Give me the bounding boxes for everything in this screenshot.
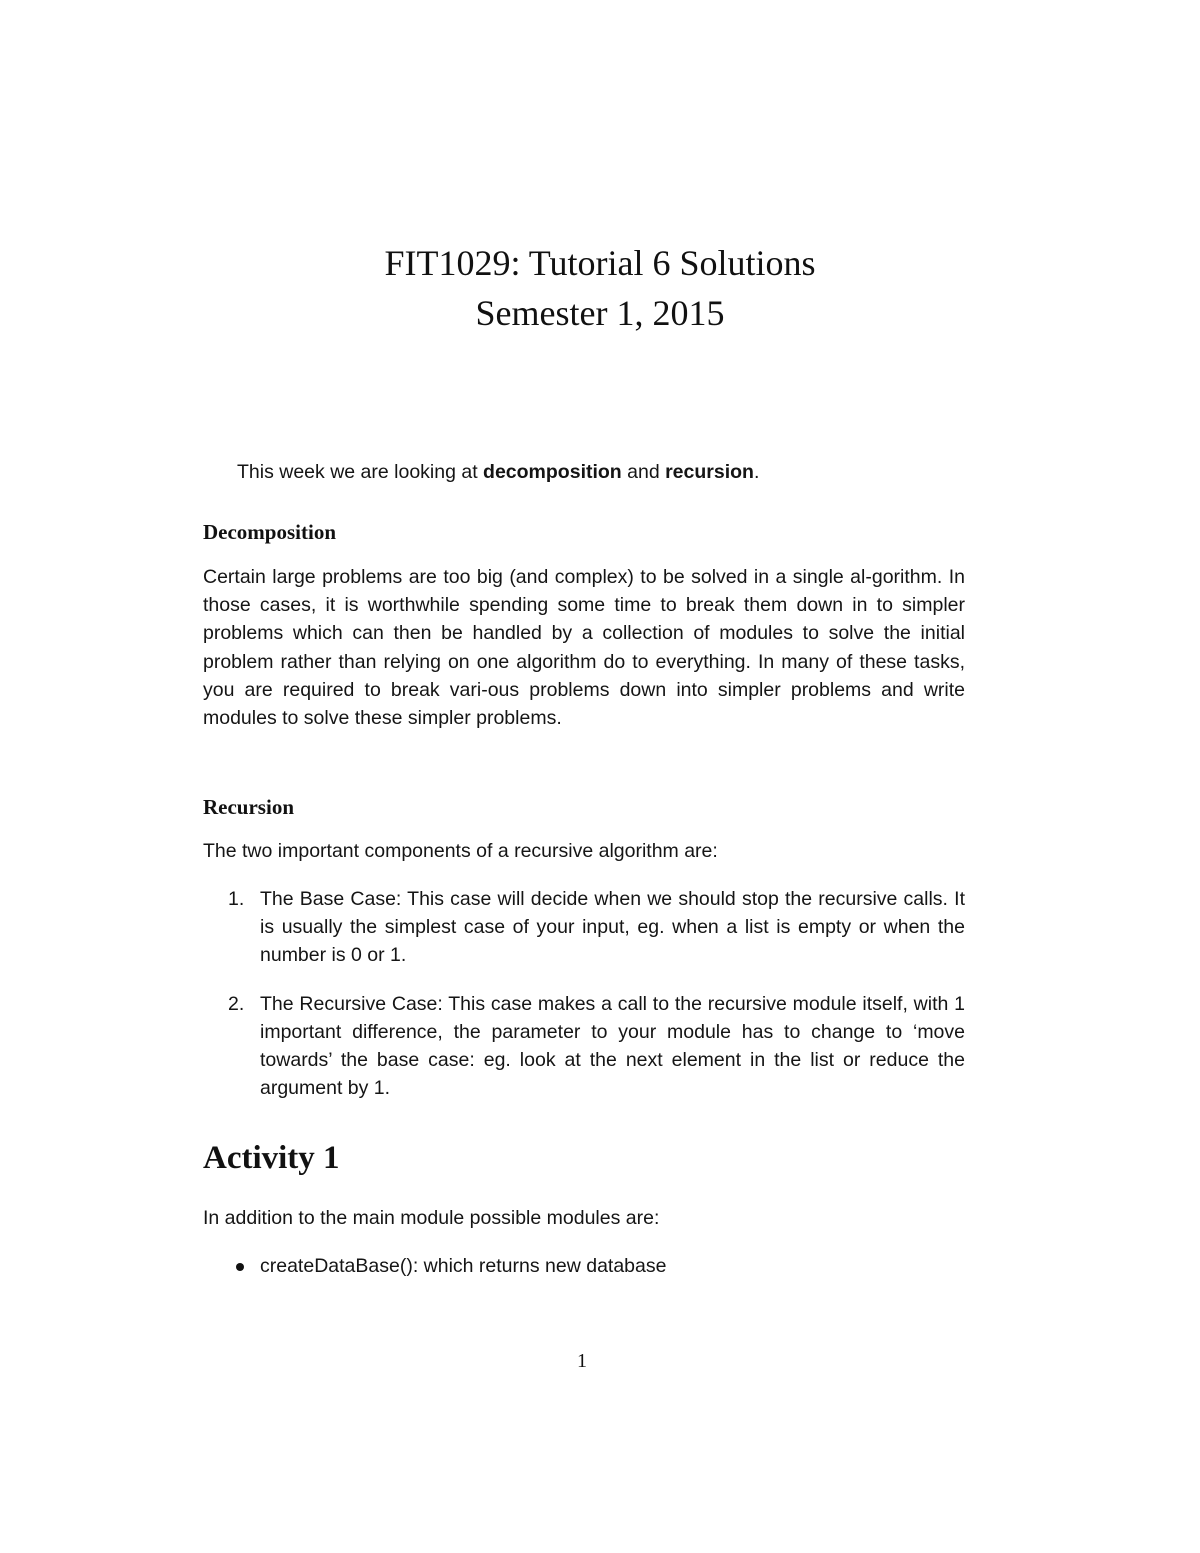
document-title bbox=[0, 238, 1200, 338]
list-item-text: The Base Case: This case will decide when we should stop the recursive calls. It is usually the simplest case of your input, eg. when a list is empty or when the number is 0 or 1. bbox=[260, 888, 965, 967]
intro-paragraph bbox=[237, 458, 937, 486]
list-item-text: createDataBase(): which returns new database bbox=[260, 1255, 667, 1277]
list-item-base-case bbox=[203, 885, 965, 970]
list-marker: 1. bbox=[228, 888, 245, 910]
recursion-components-list bbox=[203, 885, 965, 1122]
intro-text-start: This week we are looking at bbox=[237, 461, 484, 483]
decomposition-paragraph: Certain large problems are too big (and complex) to be solved in a single al-gorithm. In those cases, it is worthwhile spending some time to break them down in to simpler problems which can then be handled by a collection of modules to solve the initial problem rather than relying on one algorithm do to everything. In many of these tasks, you are required to break vari-ous problems down into simpler problems and write modules to solve these simpler problems. bbox=[203, 566, 965, 730]
decomposition-heading: Decomposition bbox=[203, 520, 336, 544]
list-item-recursive-case bbox=[203, 990, 965, 1103]
title-semester: Semester 1, 2015 bbox=[475, 293, 725, 333]
module-list bbox=[203, 1252, 965, 1300]
recursion-intro: The two important components of a recursive algorithm are: bbox=[203, 840, 718, 862]
title-course: FIT1029: Tutorial 6 Solutions bbox=[384, 243, 816, 283]
intro-text-middle: and bbox=[621, 461, 666, 483]
activity-1-heading: Activity 1 bbox=[203, 1140, 340, 1176]
activity-1-paragraph: In addition to the main module possible modules are: bbox=[203, 1207, 660, 1229]
page-number: 1 bbox=[577, 1350, 587, 1372]
list-marker: 2. bbox=[228, 992, 245, 1015]
list-item-text: The Recursive Case: This case makes a call to the recursive module itself, with 1 important difference, the parameter to your module has to change to ‘move towards’ the base case: eg. look at the next element in the list or reduce the argument by 1. bbox=[260, 992, 965, 1100]
intro-term-decomposition: decomposition bbox=[483, 461, 622, 483]
recursion-heading: Recursion bbox=[203, 795, 294, 819]
list-item-create-database bbox=[203, 1252, 965, 1280]
bullet-icon bbox=[236, 1263, 244, 1271]
intro-term-recursion: recursion bbox=[665, 461, 754, 483]
intro-text-end: . bbox=[753, 461, 760, 483]
